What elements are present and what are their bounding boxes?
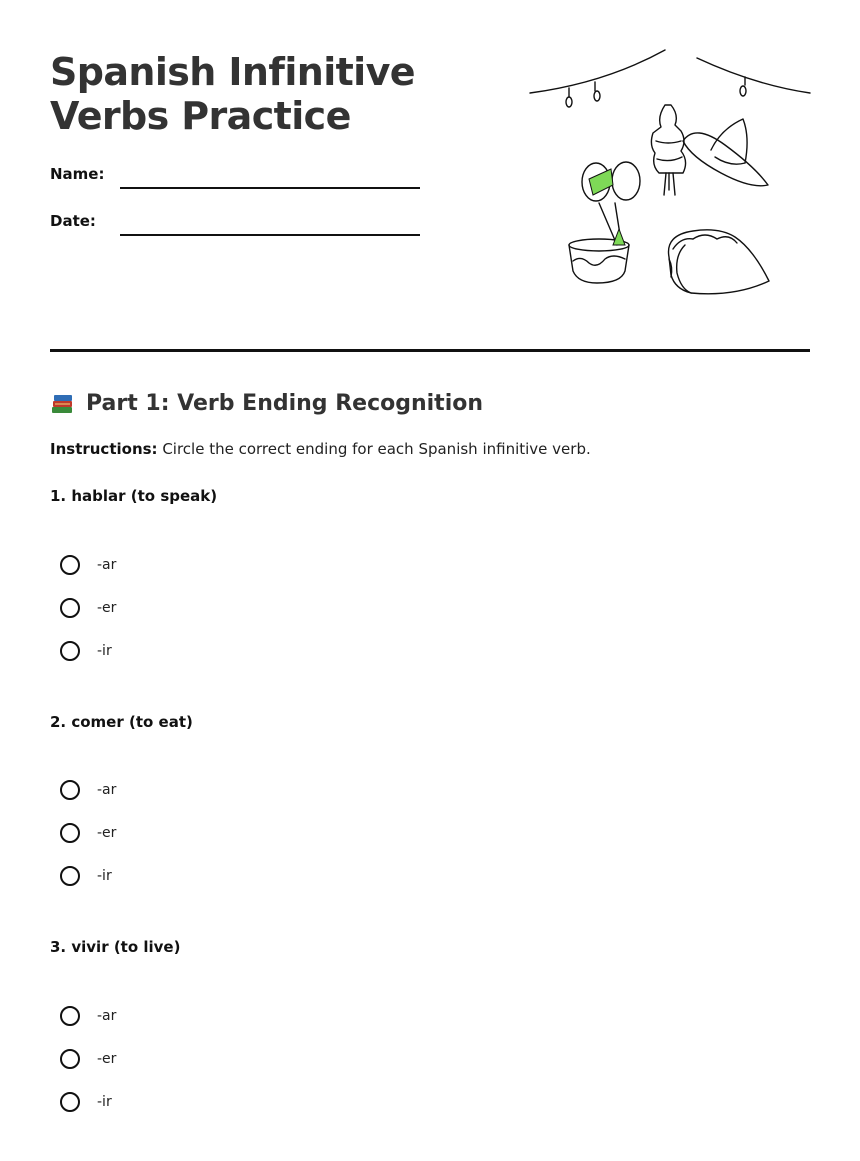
radio-circle-icon[interactable]	[60, 555, 80, 575]
part1-title	[50, 388, 483, 420]
radio-circle-icon[interactable]	[60, 1006, 80, 1026]
q2-option-ar[interactable]	[60, 777, 116, 803]
books-icon	[50, 391, 76, 417]
name-label: Name:	[50, 165, 105, 183]
fiesta-illustration	[525, 45, 815, 300]
option-label: -ar	[97, 557, 117, 573]
option-label: -er	[97, 825, 117, 841]
q1-option-ir[interactable]	[60, 638, 112, 664]
date-label: Date:	[50, 212, 96, 230]
question-1: 1. hablar (to speak)	[50, 487, 218, 505]
instructions-label: Instructions:	[50, 440, 158, 458]
date-line[interactable]	[120, 234, 420, 236]
q3-option-ir[interactable]	[60, 1089, 112, 1115]
option-label: -er	[97, 1051, 117, 1067]
option-label: -ir	[97, 868, 112, 884]
section-divider	[50, 349, 810, 352]
part1-title-text: Part 1: Verb Ending Recognition	[86, 391, 484, 416]
radio-circle-icon[interactable]	[60, 823, 80, 843]
q3-option-er[interactable]	[60, 1046, 116, 1072]
option-label: -ar	[97, 1008, 117, 1024]
instructions-text: Circle the correct ending for each Spanish infinitive verb.	[157, 440, 591, 458]
radio-circle-icon[interactable]	[60, 1049, 80, 1069]
q1-option-ar[interactable]	[60, 552, 116, 578]
q2-option-er[interactable]	[60, 820, 116, 846]
option-label: -er	[97, 600, 117, 616]
option-label: -ir	[97, 1094, 112, 1110]
option-label: -ir	[97, 643, 112, 659]
q2-option-ir[interactable]	[60, 863, 112, 889]
worksheet-title: Spanish Infinitive Verbs Practice	[50, 50, 415, 138]
radio-circle-icon[interactable]	[60, 598, 80, 618]
radio-circle-icon[interactable]	[60, 866, 80, 886]
radio-circle-icon[interactable]	[60, 780, 80, 800]
instructions	[50, 440, 591, 458]
question-3: 3. vivir (to live)	[50, 938, 181, 956]
question-2: 2. comer (to eat)	[50, 713, 193, 731]
q3-option-ar[interactable]	[60, 1003, 116, 1029]
radio-circle-icon[interactable]	[60, 1092, 80, 1112]
option-label: -ar	[97, 782, 117, 798]
radio-circle-icon[interactable]	[60, 641, 80, 661]
q1-option-er[interactable]	[60, 595, 116, 621]
name-line[interactable]	[120, 187, 420, 189]
